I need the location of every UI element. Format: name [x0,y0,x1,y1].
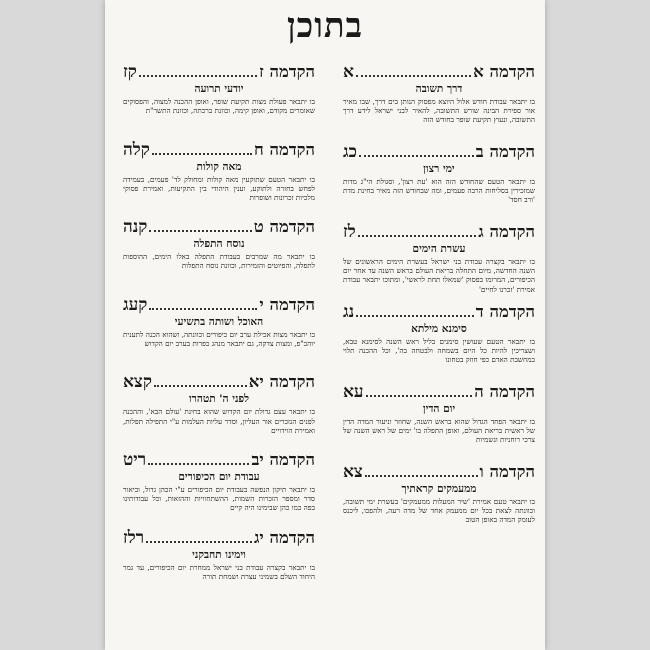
entry-label: הקדמה ג [478,222,535,241]
entry-description: בו יתבאר מה שמרבים בעבודת התפלה באלו הימים, ההוספות לתפלה, והפיוטים והזמירות, וכוונת נוסח התפלות [123,252,315,271]
entry-page: עא [343,382,364,402]
entry-heading [123,217,315,237]
entry-label: הקדמה ז [259,62,315,81]
entry-label: הקדמה ה [474,382,535,401]
entry-description: בו יתבאר הטעם שתוקעין מאה קולות ומחולק לד' פעמים, בעמידה לפחש בחזרה ולתוקע, וענין היהודי בין התקיעות, ואמירת פסוקי מלכיות זכרונות ושופרות [123,174,315,202]
leader-dots [149,296,257,310]
leader-dots [359,143,474,157]
toc-entry[interactable] [123,372,315,450]
entry-subtitle: דרך תשובה [415,83,463,95]
entry-subtitle: סימנא מילתא [411,323,467,335]
entry-page: קצא [123,372,152,393]
entry-subtitle: נוסח התפלה [193,238,245,251]
entry-page: נג [343,302,355,322]
leader-dots [146,529,252,543]
entry-description: בו יתבאר תיקון הנפשה בעבודת יום הכיפורים ע"י הכהן גדול, וביאור סדר ומספר הזכרות השמות, ההשתחוויות וההזאות, וכל עבודותינו בפה כמו כהן שבימינו היה קיים [123,484,315,513]
entry-description: בו יתבאר בקצרה עבודת בני ישראל ממחרת יום הכיפורים, עד גמר היחוד השלם בשמיני עצרת ושמחת תורה [123,562,315,581]
entry-page: קנה [123,217,148,238]
entry-page: כג [343,142,357,162]
toc-entry[interactable] [123,295,315,373]
toc-entry[interactable] [343,142,535,222]
entry-page: צא [343,462,363,482]
leader-dots [356,303,474,317]
leader-dots [366,383,473,397]
entry-label: הקדמה ד [475,302,535,321]
entry-label: הקדמה י [259,294,315,314]
entry-heading [123,62,315,82]
entry-page: ריט [123,449,147,470]
entry-description: בו יתבאר עצם גדולת יום הקדוש שהוא בחינת 'עולם הבא', וההכנה לפנים הנזכרים אור העליון, וסדר עליות העלמות ע"י התפילה תפלות, ואמירת הוידויים [123,407,315,435]
entry-description: בו יתבאר הטעם שהחודש הזה הוא 'עת רצון', וסגולת הי"ג מדות שמזכירין בסליחות הרבה פעמים, ומה שבחודש הזה מאיר בחינת מדת 'ורב חסד' [343,177,535,205]
entry-subtitle: יום הדין [422,403,456,415]
entry-heading [123,372,315,392]
entry-heading [123,450,315,470]
toc-entry[interactable] [123,528,315,606]
entry-heading [123,140,315,160]
entry-heading [123,528,315,548]
toc-entry[interactable] [123,62,315,140]
leader-dots [149,218,251,232]
entry-subtitle: ממעמקים קראתיך [401,483,477,495]
entry-subtitle: עבודת יום הכיפורים [178,470,260,483]
entry-description: בו יתבאר מצות אכילת ערב יום כיפורים וכוונתה, ושהוא הכנה לתענית יוהכ"פ, ומצות צדקה, גם יתבאר מנהג כפרות בערב יום הקדוש [123,329,315,348]
entry-subtitle: לפני ה' תטהרו [189,393,249,406]
entry-label: הקדמה יא [248,372,315,392]
leader-dots [152,141,252,155]
entry-label: הקדמה א [473,62,535,81]
leader-dots [365,463,478,477]
entry-description: בו יתבאר פעולת מצות תקיעת שופר, ואופן ההכנה למצוה, והפסוקים שאומרים מקודם, ואופן קימה, וכוונת ברכתה, וכוונת התשר"ת [123,97,315,116]
toc-entry[interactable] [123,450,315,528]
toc-entry[interactable] [343,462,535,542]
entry-label: הקדמה ט [253,217,315,237]
entry-heading [343,302,535,322]
entry-label: הקדמה ח [253,139,315,159]
entry-page: לז [343,222,356,242]
entry-description: בו יתבאר הטעם שעושין סימנים בליל ראש השנה לסימנא טבא, ושצריכין להיות כל היום בשמחה ולבטחה בה', וכל ההכנה תלוי במחשבת האדם כפי חוזק בטחונו [343,337,535,365]
entry-heading [123,295,315,315]
leader-dots [356,63,471,77]
entry-subtitle: עשרת הימים [412,243,466,255]
entry-page: קעג [123,294,148,315]
toc-entry[interactable] [343,382,535,462]
entry-subtitle: יודעי תרועה [194,83,244,95]
toc-entry[interactable] [343,222,535,302]
toc-entry[interactable] [343,62,535,142]
entry-description: בו יתבאר הפחד הגדול שהוא בראש השנה, שחוזר וניעור המדה הדין של ראשית בריאת העולם, ואופן התפלה בו' ימים של ראש השנה של צרכי רוחניות וגשמיות [343,417,535,445]
entry-label: הקדמה ב [475,142,535,161]
entry-subtitle: וימינו תחבקני [192,548,246,561]
entry-subtitle: ימי רצון [423,163,455,175]
entry-description: בו יתבאר בקצרה עבודת בני ישראל בעשרת הימים הראשונים של השנה החדשה, מיום התחלה בריאת העולם בראש השנה עד אחר יום הכיפורים, המרומז בפסוק 'שמאלו תחת לראשי', ומתוכו יתבאר עבודת אמירת 'זכרנו לחיים' [343,257,535,294]
entry-heading [343,222,535,242]
entry-label: הקדמה יג [253,527,315,547]
entry-heading [343,62,535,82]
page-title: בתוכן [286,6,364,46]
toc-column-left [123,62,315,605]
entry-subtitle: האוכל ושותה בתשיעי [174,315,264,328]
entry-page: קז [123,62,137,82]
book-page [105,0,545,650]
toc-entry[interactable] [343,302,535,382]
toc-entry[interactable] [123,140,315,218]
leader-dots [148,451,249,465]
entry-heading [343,462,535,482]
entry-page: א [343,62,354,82]
toc-entry[interactable] [123,217,315,295]
leader-dots [139,63,257,77]
entry-description: בו יתבאר טעם אמירת 'שיר המעלות ממעמקים' בעשרת ימי תשובה, וכוונתה לצאת בכל יום ממעמק אחד של מדה רעה, ולהפכו, ליכנס לעומק המדה באופן הטוב [343,497,535,525]
entry-heading [343,382,535,402]
toc-column-right [343,62,535,542]
entry-description: בו יתבאר עבודת חודש אלול היוצא מפסוק הנותן בים דרך, שבו מאיר אור ספירת הבינה שורש התשובה, להאיר לבני ישראל לידע דרך התשובה, ונעוץ תקיעת שופר בחודש הזה [343,97,535,125]
entry-heading [343,142,535,162]
entry-subtitle: מאה קולות [196,160,242,173]
entry-label: הקדמה ו [479,462,535,481]
entry-label: הקדמה יב [251,449,315,469]
entry-page: קלה [123,139,150,160]
leader-dots [358,223,477,237]
entry-page: רלז [123,527,145,548]
leader-dots [154,373,247,387]
